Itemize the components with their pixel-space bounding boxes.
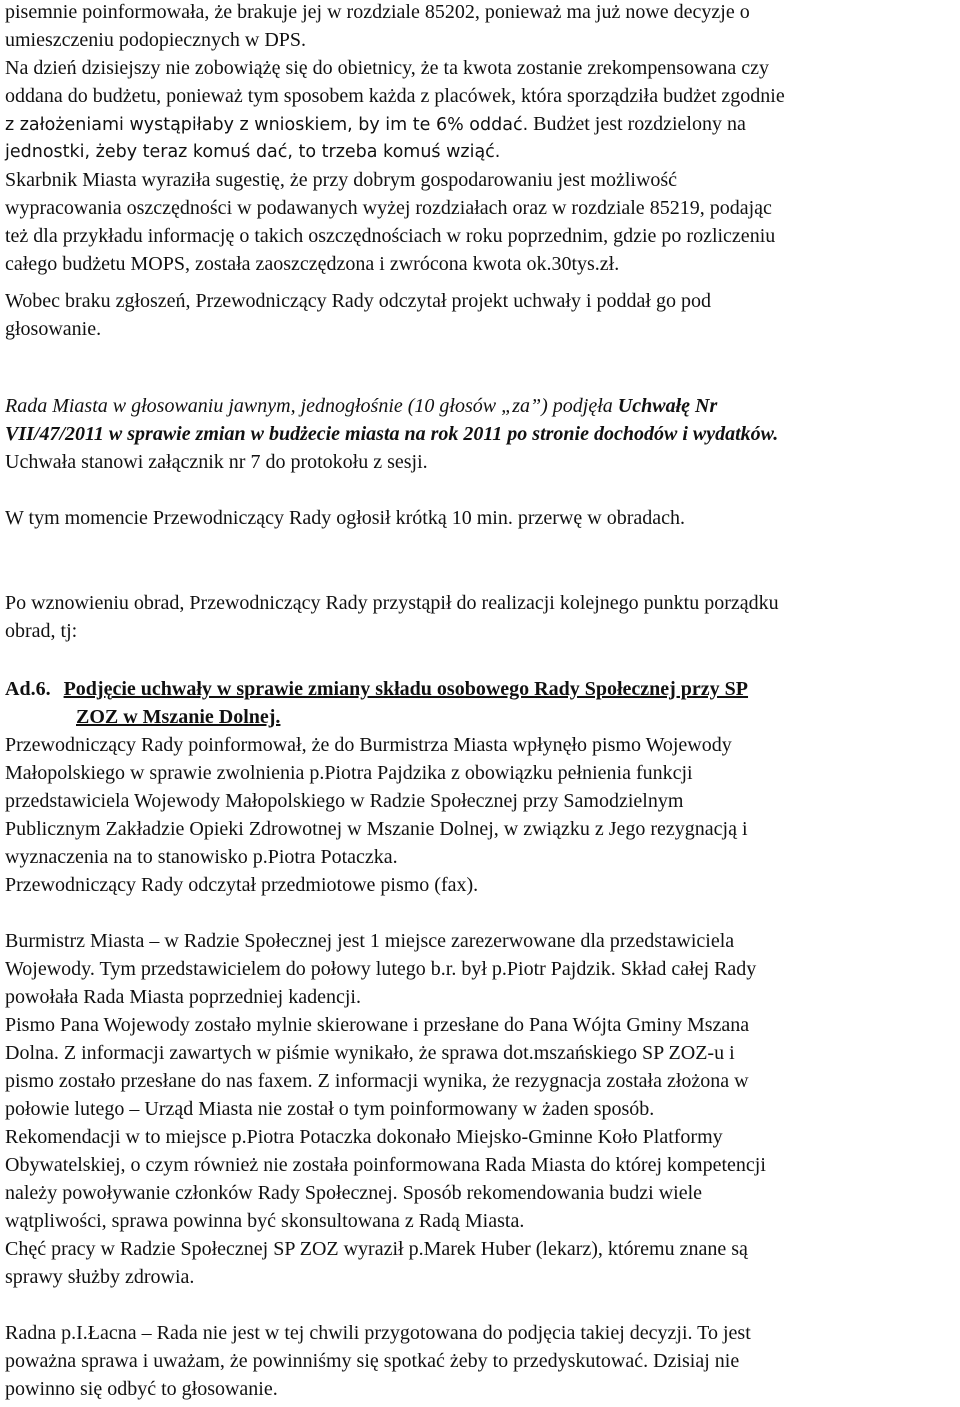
text-line: Wojewody. Tym przedstawicielem do połowy lutego b.r. był p.Piotr Pajdzik. Skład całej Rady <box>5 958 757 980</box>
agenda-item-title: Podjęcie uchwały w sprawie zmiany składu osobowego Rady Społecznej przy SP <box>63 678 749 700</box>
agenda-item-title: ZOZ w Mszanie Dolnej. <box>76 706 281 728</box>
text-line: całego budżetu MOPS, została zaoszczędzona i zwrócona kwota ok.30tys.zł. <box>5 253 620 275</box>
text-line: sprawy służby zdrowia. <box>5 1266 195 1288</box>
text-line: Po wznowieniu obrad, Przewodniczący Rady przystąpił do realizacji kolejnego punktu porządku <box>5 592 779 614</box>
text-line: Burmistrz Miasta – w Radzie Społecznej jest 1 miejsce zarezerwowane dla przedstawiciela <box>5 930 735 952</box>
text-segment: Budżet jest rozdzielony na <box>528 113 746 135</box>
text-line: Małopolskiego w sprawie zwolnienia p.Piotra Pajdzika z obowiązku pełnienia funkcji <box>5 762 693 784</box>
text-segment-italic: Rada Miasta w głosowaniu jawnym, jednogłośnie (10 głosów „za”) podjęła <box>5 395 618 417</box>
text-line: pismo zostało przesłane do nas faxem. Z informacji wynika, że rezygnacja została złożona w <box>5 1070 749 1092</box>
text-line: poważna sprawa i uważam, że powinniśmy się spotkać żeby to przedyskutować. Dzisiaj nie <box>5 1350 740 1372</box>
text-line: Rekomendacji w to miejsce p.Piotra Potaczka dokonało Miejsko-Gminne Koło Platformy <box>5 1126 723 1148</box>
text-line: Uchwała stanowi załącznik nr 7 do protokołu z sesji. <box>5 451 428 473</box>
text-line: oddana do budżetu, ponieważ tym sposobem każda z placówek, która sporządziła budżet zgodnie <box>5 85 785 107</box>
text-line: jednostki, żeby teraz komuś dać, to trzeba komuś wziąć. <box>5 142 501 162</box>
text-line: Radna p.I.Łacna – Rada nie jest w tej chwili przygotowana do podjęcia takiej decyzji. To jest <box>5 1322 751 1344</box>
text-line: wypracowania oszczędności w podawanych wyżej rozdziałach oraz w rozdziale 85219, podając <box>5 197 772 219</box>
text-line: głosowanie. <box>5 318 102 340</box>
text-segment-sans: z założeniami wystąpiłaby z wnioskiem, by im te 6% oddać. <box>5 115 529 135</box>
text-line: należy powoływanie członków Rady Społecznej. Sposób rekomendowania budzi wiele <box>5 1182 703 1204</box>
text-line: pisemnie poinformowała, że brakuje jej w rozdziale 85202, ponieważ ma już nowe decyzje o <box>5 1 750 23</box>
text-line: Skarbnik Miasta wyraziła sugestię, że przy dobrym gospodarowaniu jest możliwość <box>5 169 678 191</box>
text-line: umieszczeniu podopiecznych w DPS. <box>5 29 307 51</box>
text-line <box>5 110 746 138</box>
text-line: Wobec braku zgłoszeń, Przewodniczący Rady odczytał projekt uchwały i poddał go pod <box>5 290 711 312</box>
text-line: wyznaczenia na to stanowisko p.Piotra Potaczka. <box>5 846 398 868</box>
text-line: Przewodniczący Rady poinformował, że do Burmistrza Miasta wpłynęło pismo Wojewody <box>5 734 732 756</box>
text-line: Dolna. Z informacji zawartych w piśmie wynikało, że sprawa dot.mszańskiego SP ZOZ-u i <box>5 1042 735 1064</box>
text-line: przedstawiciela Wojewody Małopolskiego w Radzie Społecznej przy Samodzielnym <box>5 790 684 812</box>
resolution-title: Uchwałę Nr <box>617 395 718 417</box>
text-line: obrad, tj: <box>5 620 78 642</box>
text-line: też dla przykładu informację o takich oszczędnościach w roku poprzednim, gdzie po rozliczeniu <box>5 225 776 247</box>
text-line: W tym momencie Przewodniczący Rady ogłosił krótką 10 min. przerwę w obradach. <box>5 507 685 529</box>
text-line <box>5 392 717 420</box>
agenda-item-number: Ad.6. <box>5 678 51 700</box>
text-line: Przewodniczący Rady odczytał przedmiotowe pismo (fax). <box>5 874 479 896</box>
text-line: wątpliwości, sprawa powinna być skonsultowana z Radą Miasta. <box>5 1210 525 1232</box>
text-line: Na dzień dzisiejszy nie zobowiążę się do obietnicy, że ta kwota zostanie zrekompensowana czy <box>5 57 769 79</box>
text-line: Chęć pracy w Radzie Społecznej SP ZOZ wyraził p.Marek Huber (lekarz), któremu znane są <box>5 1238 748 1260</box>
agenda-item-heading <box>5 675 748 703</box>
text-line: Publicznym Zakładzie Opieki Zdrowotnej w Mszanie Dolnej, w związku z Jego rezygnacją i <box>5 818 748 840</box>
text-line: połowie lutego – Urząd Miasta nie został o tym poinformowany w żaden sposób. <box>5 1098 655 1120</box>
text-line: Pismo Pana Wojewody zostało mylnie skierowane i przesłane do Pana Wójta Gminy Mszana <box>5 1014 750 1036</box>
text-line: powołała Rada Miasta poprzedniej kadencji. <box>5 986 361 1008</box>
resolution-title: VII/47/2011 w sprawie zmian w budżecie miasta na rok 2011 po stronie dochodów i wydatków. <box>5 423 779 445</box>
text-line: Obywatelskiej, o czym również nie została poinformowana Rada Miasta do której kompetencji <box>5 1154 766 1176</box>
text-line: powinno się odbyć to głosowanie. <box>5 1378 278 1400</box>
